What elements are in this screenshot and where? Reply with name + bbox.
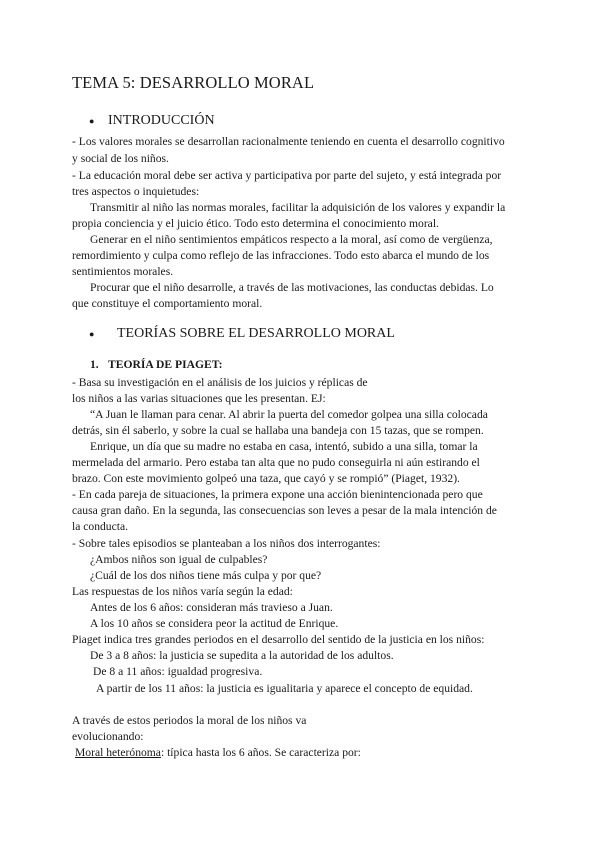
intro-line: tres aspectos o inquietudes: bbox=[72, 185, 200, 198]
intro-line: - Los valores morales se desarrollan racionalmente teniendo en cuenta el desarrollo cognitivo bbox=[72, 135, 505, 148]
intro-line: y social de los niños. bbox=[72, 152, 169, 165]
piaget-line: evolucionando: bbox=[72, 730, 144, 743]
intro-line: remordimiento y culpa como reflejo de las infracciones. Todo esto abarca el mundo de los bbox=[72, 249, 490, 262]
moral-heteronoma-term: Moral heterónoma bbox=[75, 746, 161, 759]
piaget-line: A partir de los 11 años: la justicia es igualitaria y aparece el concepto de equidad. bbox=[96, 682, 473, 695]
piaget-line: A los 10 años se considera peor la actitud de Enrique. bbox=[90, 617, 339, 630]
intro-line: que constituye el comportamiento moral. bbox=[72, 297, 263, 310]
piaget-line: De 3 a 8 años: la justicia se supedita a la autoridad de los adultos. bbox=[90, 649, 394, 662]
piaget-line: Las respuestas de los niños varía según la edad: bbox=[72, 585, 293, 598]
piaget-line: Enrique, un día que su madre no estaba en casa, intentó, subido a una silla, tomar la bbox=[90, 440, 478, 453]
piaget-line: De 8 a 11 años: igualdad progresiva. bbox=[93, 665, 263, 678]
piaget-line: ¿Cuál de los dos niños tiene más culpa y por que? bbox=[90, 569, 322, 582]
piaget-line: “A Juan le llaman para cenar. Al abrir la puerta del comedor golpea una silla colocada bbox=[90, 408, 488, 421]
intro-line: propia conciencia y el juicio ético. Todo esto determina el conocimiento moral. bbox=[72, 217, 439, 230]
moral-heteronoma-description: : típica hasta los 6 años. Se caracteriza por: bbox=[160, 746, 361, 759]
subsection-number: 1. bbox=[90, 358, 99, 371]
piaget-line: detrás, sin él saberlo, y sobre la cual se hallaba una bandeja con 15 tazas, que se rompen. bbox=[72, 424, 484, 437]
piaget-line: los niños a las varias situaciones que les presentan. EJ: bbox=[72, 392, 326, 405]
intro-line: sentimientos morales. bbox=[72, 265, 174, 278]
intro-line: - La educación moral debe ser activa y participativa por parte del sujeto, y está integrada por bbox=[72, 169, 502, 182]
piaget-line: ¿Ambos niños son igual de culpables? bbox=[90, 553, 268, 566]
bullet-teorias: ● bbox=[89, 329, 95, 339]
piaget-line: Antes de los 6 años: consideran más travieso a Juan. bbox=[90, 601, 333, 614]
piaget-line: - En cada pareja de situaciones, la primera expone una acción bienintencionada pero que bbox=[72, 488, 483, 501]
intro-line: Transmitir al niño las normas morales, facilitar la adquisición de los valores y expandir la bbox=[90, 201, 506, 214]
intro-line: Procurar que el niño desarrolle, a través de las motivaciones, las conductas debidas. Lo bbox=[90, 281, 494, 294]
piaget-line: - Basa su investigación en el análisis de los juicios y réplicas de bbox=[72, 376, 368, 389]
piaget-line: la conducta. bbox=[72, 520, 129, 533]
piaget-line: - Sobre tales episodios se planteaban a los niños dos interrogantes: bbox=[72, 537, 381, 550]
piaget-line: Piaget indica tres grandes periodos en el desarrollo del sentido de la justicia en los niños: bbox=[72, 633, 485, 646]
bullet-intro: ● bbox=[89, 116, 95, 126]
moral-heteronoma-line bbox=[75, 744, 535, 762]
section-heading-introduccion: INTRODUCCIÓN bbox=[108, 113, 215, 128]
piaget-line: A través de estos periodos la moral de los niños va bbox=[72, 714, 307, 727]
page-title: TEMA 5: DESARROLLO MORAL bbox=[72, 73, 315, 92]
piaget-line: brazo. Con este movimiento golpeó una taza, que cayó y se rompió” (Piaget, 1932). bbox=[72, 472, 460, 485]
piaget-line: causa gran daño. En la segunda, las consecuencias son leves a pesar de la mala intención de bbox=[72, 504, 497, 517]
intro-line: Generar en el niño sentimientos empáticos respecto a la moral, así como de vergüenza, bbox=[90, 233, 493, 246]
section-heading-teorias: TEORÍAS SOBRE EL DESARROLLO MORAL bbox=[117, 326, 395, 341]
piaget-line: mermelada del armario. Pero estaba tan alta que no pudo conseguirla ni aún estirando el bbox=[72, 456, 480, 469]
subsection-heading-piaget: TEORÍA DE PIAGET: bbox=[108, 358, 223, 371]
